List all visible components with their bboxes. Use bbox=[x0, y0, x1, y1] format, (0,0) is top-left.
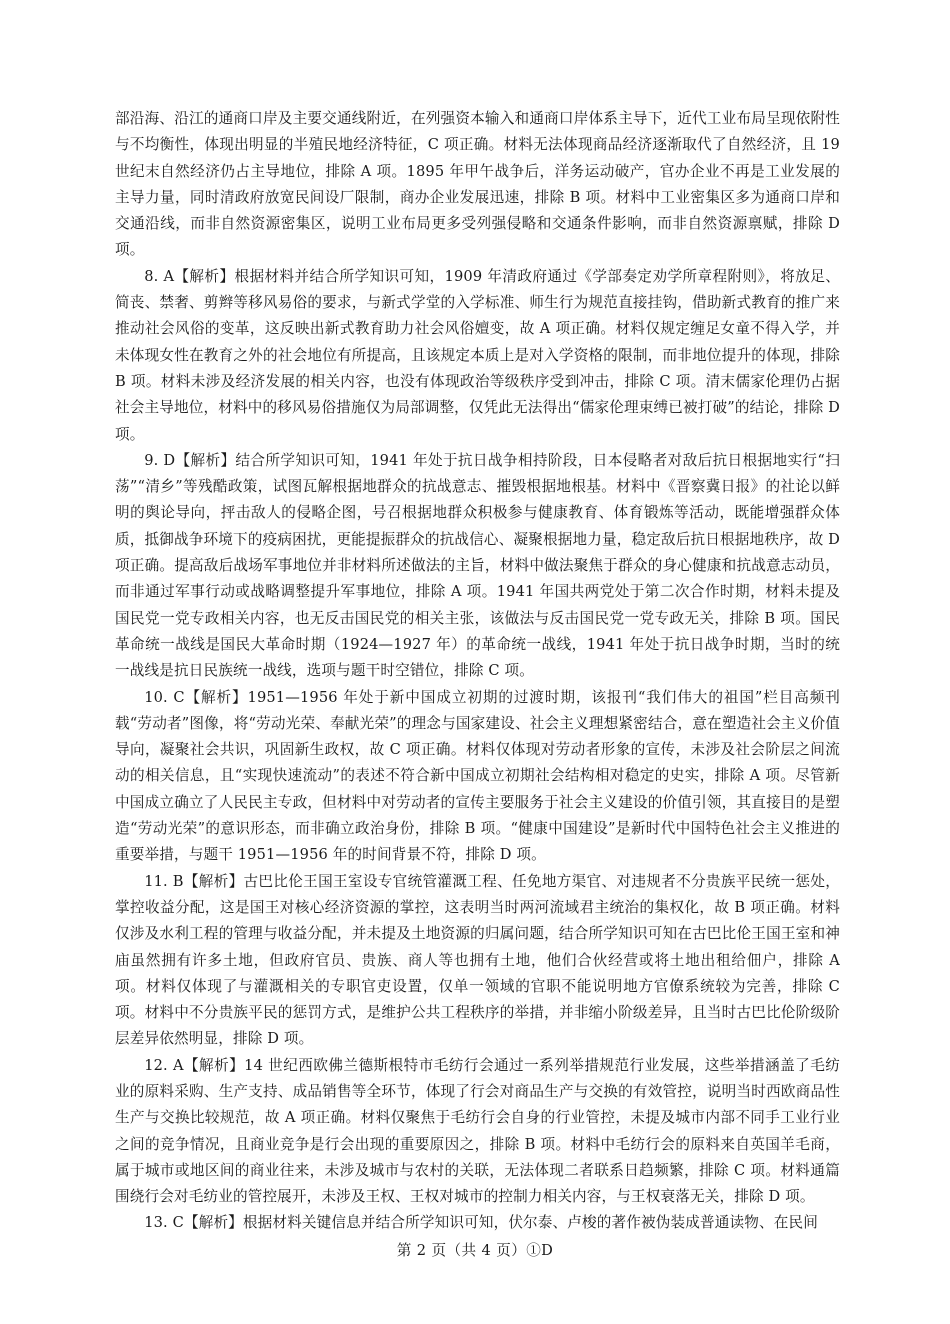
page-footer: 第 2 页（共 4 页）①D bbox=[396, 1242, 554, 1259]
paragraph-q10: 10. C【解析】1951—1956 年处于新中国成立初期的过渡时期，该报刊“我们伟大的祖国”栏目高频刊载“劳动者”图像，将“劳动光荣、奉献光荣”的理念与国家建设、社会主义理想紧密结合，意在塑造社会主义价值导向，凝聚社会共识，巩固新生政权，故 C 项正确。材料仅体现对劳动者形象的宣传，未涉及社会阶层之间流动的相关信息，且“实现快速流动”的表述不符合新中国成立初期社会结构相对稳定的史实，排除 A 项。尽管新中国成立确立了人民民主专政，但材料中对劳动者的宣传主要服务于社会主义建设的价值引领，其直接目的是塑造“劳动光荣”的意识形态，而非确立政治身份，排除 B 项。“健康中国建设”是新时代中国特色社会主义推进的重要举措，与题干 1951—1956 年的时间背景不符，排除 D 项。 bbox=[115, 688, 840, 864]
paragraph-q11: 11. B【解析】古巴比伦王国王室设专官统管灌溉工程、任免地方渠官、对违规者不分贵族平民统一惩处，掌控收益分配，这是国王对核心经济资源的掌控，这表明当时两河流域君主统治的集权化，故 B 项正确。材料仅涉及水利工程的管理与收益分配，并未提及土地资源的归属问题，结合所学知识可知在古巴比伦王国王室和神庙虽然拥有许多土地，但政府官员、贵族、商人等也拥有土地，他们合伙经营或将土地出租给佃户，排除 A 项。材料仅体现了与灌溉相关的专职官吏设置，仅单一领域的官职不能说明地方官僚系统较为完善，排除 C 项。材料中不分贵族平民的惩罚方式，是维护公共工程秩序的举措，并非缩小阶级差异，且当时古巴比伦阶级阶层差异依然明显，排除 D 项。 bbox=[115, 872, 840, 1048]
paragraph-continuation-q7: 部沿海、沿江的通商口岸及主要交通线附近，在列强资本输入和通商口岸体系主导下，近代工业布局呈现依附性与不均衡性，体现出明显的半殖民地经济特征，C 项正确。材料无法体现商品经济逐渐取代了自然经济，且 19 世纪末自然经济仍占主导地位，排除 A 项。1895 年甲午战争后，洋务运动破产，官办企业不再是工业发展的主导力量，同时清政府放宽民间设厂限制，商办企业发展迅速，排除 B 项。材料中工业密集区多为通商口岸和交通沿线，而非自然资源密集区，说明工业布局更多受列强侵略和交通条件影响，而非自然资源禀赋，排除 D 项。 bbox=[115, 110, 840, 259]
answer-explanations bbox=[115, 106, 840, 1237]
paragraph-q9: 9. D【解析】结合所学知识可知，1941 年处于抗日战争相持阶段，日本侵略者对敌后抗日根据地实行“扫荡”“清乡”等残酷政策，试图瓦解根据地群众的抗战意志、摧毁根据地根基。材料中《晋察冀日报》的社论以鲜明的舆论导向，抨击敌人的侵略企图，号召根据地群众积极参与健康教育、体育锻炼等活动，既能增强群众体质，抵御战争环境下的疫病困扰，更能提振群众的抗战信心、凝聚根据地力量，稳定敌后抗日根据地秩序，故 D 项正确。提高敌后战场军事地位并非材料所述做法的主旨，材料中做法聚焦于群众的身心健康和抗战意志动员，而非通过军事行动或战略调整提升军事地位，排除 A 项。1941 年国共两党处于第二次合作时期，材料未提及国民党一党专政相关内容，也无反击国民党的相关主张，该做法与反击国民党一党专政无关，排除 B 项。国民革命统一战线是国民大革命时期（1924—1927 年）的革命统一战线，1941 年处于抗日战争时期，当时的统一战线是抗日民族统一战线，选项与题干时空错位，排除 C 项。 bbox=[115, 451, 840, 680]
paragraph-q13: 13. C【解析】根据材料关键信息并结合所学知识可知，伏尔泰、卢梭的著作被伪装成普通读物、在民间 bbox=[144, 1214, 818, 1232]
paragraph-q12: 12. A【解析】14 世纪西欧佛兰德斯根特市毛纺行会通过一系列举措规范行业发展，这些举措涵盖了毛纺业的原料采购、生产支持、成品销售等全环节，体现了行会对商品生产与交换的有效管控，说明当时西欧商品性生产与交换比较规范，故 A 项正确。材料仅聚焦于毛纺行会自身的行业管控，未提及城市内部不同手工业行业之间的竞争情况，且商业竞争是行会出现的重要原因之，排除 B 项。材料中毛纺行会的原料来自英国羊毛商，属于城市或地区间的商业往来，未涉及城市与农村的关联，无法体现二者联系日趋频繁，排除 C 项。材料通篇围绕行会对毛纺业的管控展开，未涉及王权、王权对城市的控制力相关内容，与王权衰落无关，排除 D 项。 bbox=[115, 1056, 840, 1206]
paragraph-q8: 8. A【解析】根据材料并结合所学知识可知，1909 年清政府通过《学部奏定劝学所章程附则》，将放足、简丧、禁奢、剪辫等移风易俗的要求，与新式学堂的入学标准、师生行为规范直接挂钩，借助新式教育的推广来推动社会风俗的变革，这反映出新式教育助力社会风俗嬗变，故 A 项正确。材料仅规定缠足女童不得入学，并未体现女性在教育之外的社会地位有所提高，且该规定本质上是对入学资格的限制，而非地位提升的体现，排除 B 项。材料未涉及经济发展的相关内容，也没有体现政治等级秩序受到冲击，排除 C 项。清末儒家伦理仍占据社会主导地位，材料中的移风易俗措施仅为局部调整，仅凭此无法得出“儒家伦理束缚已被打破”的结论，排除 D 项。 bbox=[115, 267, 840, 443]
